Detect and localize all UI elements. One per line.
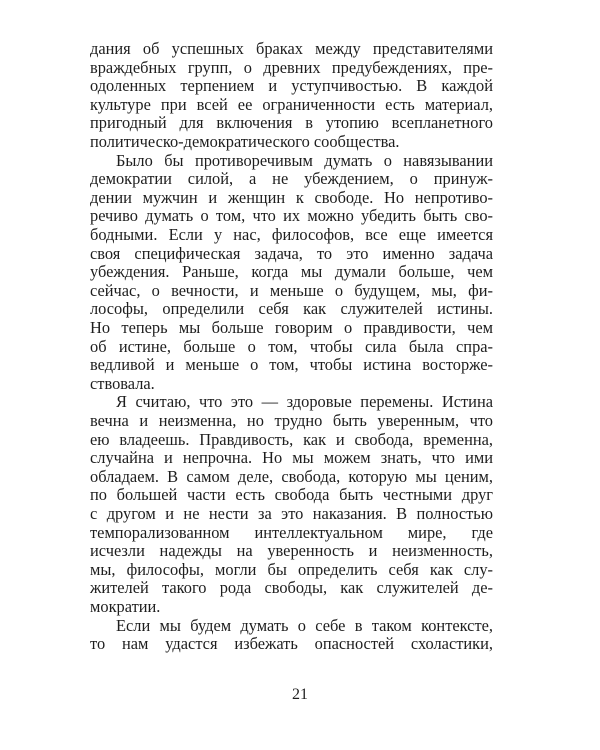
text-line: убеждения. Раньше, когда мы думали больше, чем: [90, 262, 493, 282]
paragraph-first-line: Было бы противоречивым думать о навязывании: [116, 150, 493, 170]
text-line: жителей такого рода свободы, как служителей де-: [90, 578, 493, 598]
paragraph-first-line: Я считаю, что это — здоровые перемены. Истина: [116, 392, 493, 412]
text-line: с другом и не нести за это наказания. В полностью: [90, 504, 493, 523]
text-line: культуре при всей ее ограниченности есть материал,: [90, 94, 493, 114]
text-line: лософы, определили себя как служителей истины.: [90, 299, 493, 319]
text-line: темпорализованном интеллектуальном мире, где: [90, 522, 493, 542]
text-line: ствовала.: [90, 373, 155, 393]
text-line: сейчас, о вечности, и меньше о будущем, мы, фи-: [90, 280, 493, 300]
text-line: об истине, больше о том, чтобы сила была спра-: [90, 336, 493, 356]
text-line: своя специфическая задача, то это именно задача: [90, 243, 493, 263]
text-line: дении мужчин и женщин к свободе. Но непротиво-: [90, 187, 493, 207]
text-line: дания об успешных браках между представителями: [90, 39, 493, 58]
text-line: вечна и неизменна, но трудно быть уверенным, что: [90, 411, 493, 430]
text-line: Но теперь мы больше говорим о правдивости, чем: [90, 318, 493, 337]
text-line: исчезли надежды на уверенность и неизменность,: [90, 541, 493, 561]
text-line: бодными. Если у нас, философов, все еще имеется: [90, 225, 493, 244]
text-line: то нам удастся избежать опасностей схоластики,: [90, 634, 493, 654]
text-line: враждебных групп, о древних предубеждениях, пре-: [90, 57, 493, 77]
page-number: 21: [292, 686, 308, 703]
text-line: речиво думать о том, что их можно убедить быть сво-: [90, 206, 493, 226]
text-line: мы, философы, могли бы определить себя как слу-: [90, 559, 493, 579]
text-line: случайна и непрочна. Но мы можем знать, что ими: [90, 448, 493, 468]
text-line: обладаем. В самом деле, свобода, которую мы ценим,: [90, 466, 493, 486]
text-line: мократии.: [90, 597, 161, 616]
text-line: пригодный для включения в утопию всепланетного: [90, 113, 493, 133]
paragraph-first-line: Если мы будем думать о себе в таком контексте,: [116, 615, 493, 635]
text-line: демократии силой, а не убеждением, о принуж-: [90, 169, 493, 189]
text-line: ею владеешь. Правдивость, как и свобода, временна,: [90, 429, 493, 449]
text-line: политическо-демократического сообщества.: [90, 132, 400, 151]
text-line: ведливой и меньше о том, чтобы истина восторже-: [90, 355, 493, 375]
text-line: одоленных терпением и уступчивостью. В каждой: [90, 76, 493, 96]
text-line: по большей части есть свобода быть честными друг: [90, 485, 493, 505]
